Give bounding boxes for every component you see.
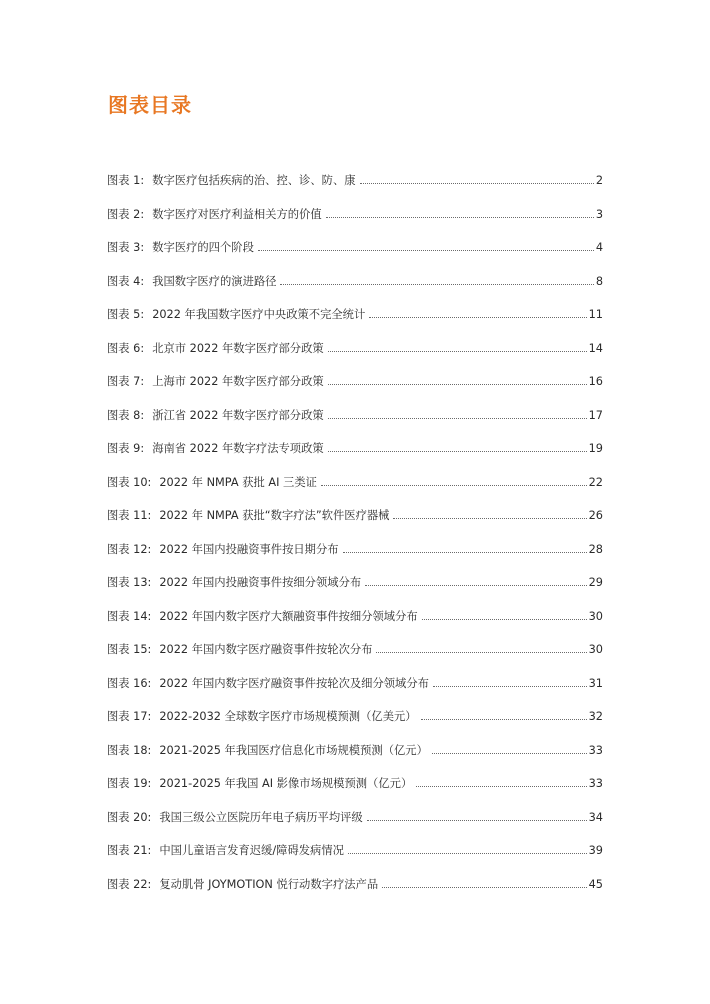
toc-entry-page-number: 19 [588, 442, 603, 455]
dot-leader [321, 474, 587, 486]
toc-entry[interactable] [107, 842, 603, 876]
toc-entry-page-number: 39 [588, 844, 603, 857]
toc-entry-title: 数字医疗对医疗利益相关方的价值 [152, 207, 322, 221]
toc-entry-page-number: 4 [595, 241, 603, 254]
toc-entry-page-number: 33 [588, 743, 603, 757]
toc-entry-label: 图表 2: [107, 207, 145, 221]
toc-entry[interactable] [107, 373, 603, 407]
toc-entry-title: 数字医疗包括疾病的治、控、诊、防、康 [152, 174, 356, 187]
toc-entry-label: 图表 12: [107, 542, 152, 556]
toc-entry-title: 数字医疗的四个阶段 [152, 241, 254, 254]
toc-entry-label: 图表 11: [107, 509, 152, 522]
dot-leader [433, 675, 587, 687]
dot-leader [280, 273, 593, 285]
toc-entry[interactable] [107, 775, 603, 809]
dot-leader [365, 574, 586, 586]
dot-leader [421, 708, 587, 720]
toc-entry-title: 海南省 2022 年数字疗法专项政策 [152, 442, 324, 455]
toc-entry-label: 图表 19: [107, 777, 152, 790]
toc-entry[interactable] [107, 440, 603, 474]
toc-entry-page-number: 28 [588, 542, 603, 556]
toc-entry-title: 上海市 2022 年数字医疗部分政策 [152, 375, 324, 388]
toc-entry-page-number: 22 [588, 475, 603, 489]
toc-entry-title: 2021-2025 年我国医疗信息化市场规模预测（亿元） [159, 743, 428, 757]
toc-entry-title: 2022 年国内投融资事件按日期分布 [159, 542, 339, 556]
toc-entry-title: 2021-2025 年我国 AI 影像市场规模预测（亿元） [159, 777, 413, 790]
toc-entry-page-number: 32 [588, 710, 603, 723]
dot-leader [367, 809, 587, 821]
toc-entry-page-number: 11 [588, 308, 603, 321]
toc-entry-label: 图表 6: [107, 341, 145, 355]
dot-leader [432, 742, 587, 754]
toc-entry[interactable] [107, 574, 603, 608]
toc-entry-title: 2022 年我国数字医疗中央政策不完全统计 [152, 308, 366, 321]
toc-entry-label: 图表 16: [107, 676, 152, 690]
toc-entry-label: 图表 14: [107, 609, 152, 623]
toc-entry[interactable] [107, 340, 603, 374]
toc-entry-page-number: 3 [595, 207, 603, 221]
toc-entry-label: 图表 4: [107, 274, 145, 288]
dot-leader [393, 507, 586, 519]
dot-leader [369, 306, 586, 318]
toc-entry-title: 2022 年国内投融资事件按细分领域分布 [159, 576, 362, 589]
toc-entry[interactable] [107, 306, 603, 340]
dot-leader [343, 541, 587, 553]
toc-entry-title: 北京市 2022 年数字医疗部分政策 [152, 341, 324, 355]
toc-entry-page-number: 31 [588, 676, 603, 690]
toc-entry[interactable] [107, 708, 603, 742]
table-of-figures [107, 172, 603, 909]
toc-entry-page-number: 14 [588, 341, 603, 355]
toc-entry[interactable] [107, 206, 603, 240]
dot-leader [422, 608, 587, 620]
dot-leader [376, 641, 586, 653]
toc-entry-page-number: 33 [588, 777, 603, 790]
toc-entry[interactable] [107, 876, 603, 910]
toc-entry-label: 图表 20: [107, 810, 152, 824]
toc-entry[interactable] [107, 608, 603, 642]
toc-entry-label: 图表 18: [107, 743, 152, 757]
toc-entry-label: 图表 21: [107, 844, 152, 857]
toc-entry[interactable] [107, 675, 603, 709]
toc-entry-page-number: 26 [588, 509, 603, 522]
toc-entry[interactable] [107, 474, 603, 508]
toc-entry-label: 图表 1: [107, 174, 145, 187]
toc-entry-title: 2022 年 NMPA 获批“数字疗法”软件医疗器械 [159, 509, 390, 522]
toc-entry-label: 图表 17: [107, 710, 152, 723]
toc-entry-title: 2022-2032 全球数字医疗市场规模预测（亿美元） [159, 710, 417, 723]
dot-leader [382, 876, 586, 888]
toc-entry-label: 图表 7: [107, 375, 145, 388]
toc-entry-page-number: 2 [595, 174, 603, 187]
toc-entry-label: 图表 22: [107, 877, 152, 891]
toc-entry[interactable] [107, 541, 603, 575]
toc-entry-title: 2022 年国内数字医疗融资事件按轮次分布 [159, 643, 373, 656]
toc-entry-page-number: 30 [588, 609, 603, 623]
toc-entry-label: 图表 13: [107, 576, 152, 589]
toc-entry-title: 复动肌骨 JOYMOTION 悦行动数字疗法产品 [159, 877, 379, 891]
toc-entry-title: 浙江省 2022 年数字医疗部分政策 [152, 408, 324, 422]
toc-entry[interactable] [107, 172, 603, 206]
toc-entry-title: 2022 年国内数字医疗大额融资事件按细分领域分布 [159, 609, 418, 623]
toc-entry-page-number: 45 [588, 877, 603, 891]
toc-entry-title: 我国三级公立医院历年电子病历平均评级 [159, 810, 363, 824]
page-title: 图表目录 [108, 93, 192, 117]
dot-leader [416, 775, 586, 787]
dot-leader [360, 172, 594, 184]
toc-entry[interactable] [107, 273, 603, 307]
toc-entry-title: 中国儿童语言发育迟缓/障碍发病情况 [159, 844, 344, 857]
toc-entry-page-number: 34 [588, 810, 603, 824]
dot-leader [328, 340, 587, 352]
dot-leader [328, 440, 587, 452]
toc-entry-page-number: 8 [595, 274, 603, 288]
toc-entry-label: 图表 5: [107, 308, 145, 321]
toc-entry-label: 图表 15: [107, 643, 152, 656]
toc-entry-title: 2022 年 NMPA 获批 AI 三类证 [159, 475, 317, 489]
toc-entry[interactable] [107, 742, 603, 776]
toc-entry-title: 2022 年国内数字医疗融资事件按轮次及细分领域分布 [159, 676, 429, 690]
toc-entry-page-number: 30 [588, 643, 603, 656]
toc-entry[interactable] [107, 407, 603, 441]
toc-entry-label: 图表 10: [107, 475, 152, 489]
toc-entry[interactable] [107, 641, 603, 675]
dot-leader [348, 842, 587, 854]
dot-leader [258, 239, 594, 251]
dot-leader [328, 373, 587, 385]
toc-entry[interactable] [107, 809, 603, 843]
toc-entry-page-number: 17 [588, 408, 603, 422]
toc-entry-page-number: 29 [588, 576, 603, 589]
dot-leader [326, 206, 594, 218]
toc-entry-label: 图表 3: [107, 241, 145, 254]
toc-entry-label: 图表 9: [107, 442, 145, 455]
toc-entry[interactable] [107, 507, 603, 541]
toc-entry-page-number: 16 [588, 375, 603, 388]
toc-entry-label: 图表 8: [107, 408, 145, 422]
toc-entry[interactable] [107, 239, 603, 273]
dot-leader [328, 407, 587, 419]
toc-entry-title: 我国数字医疗的演进路径 [152, 274, 277, 288]
